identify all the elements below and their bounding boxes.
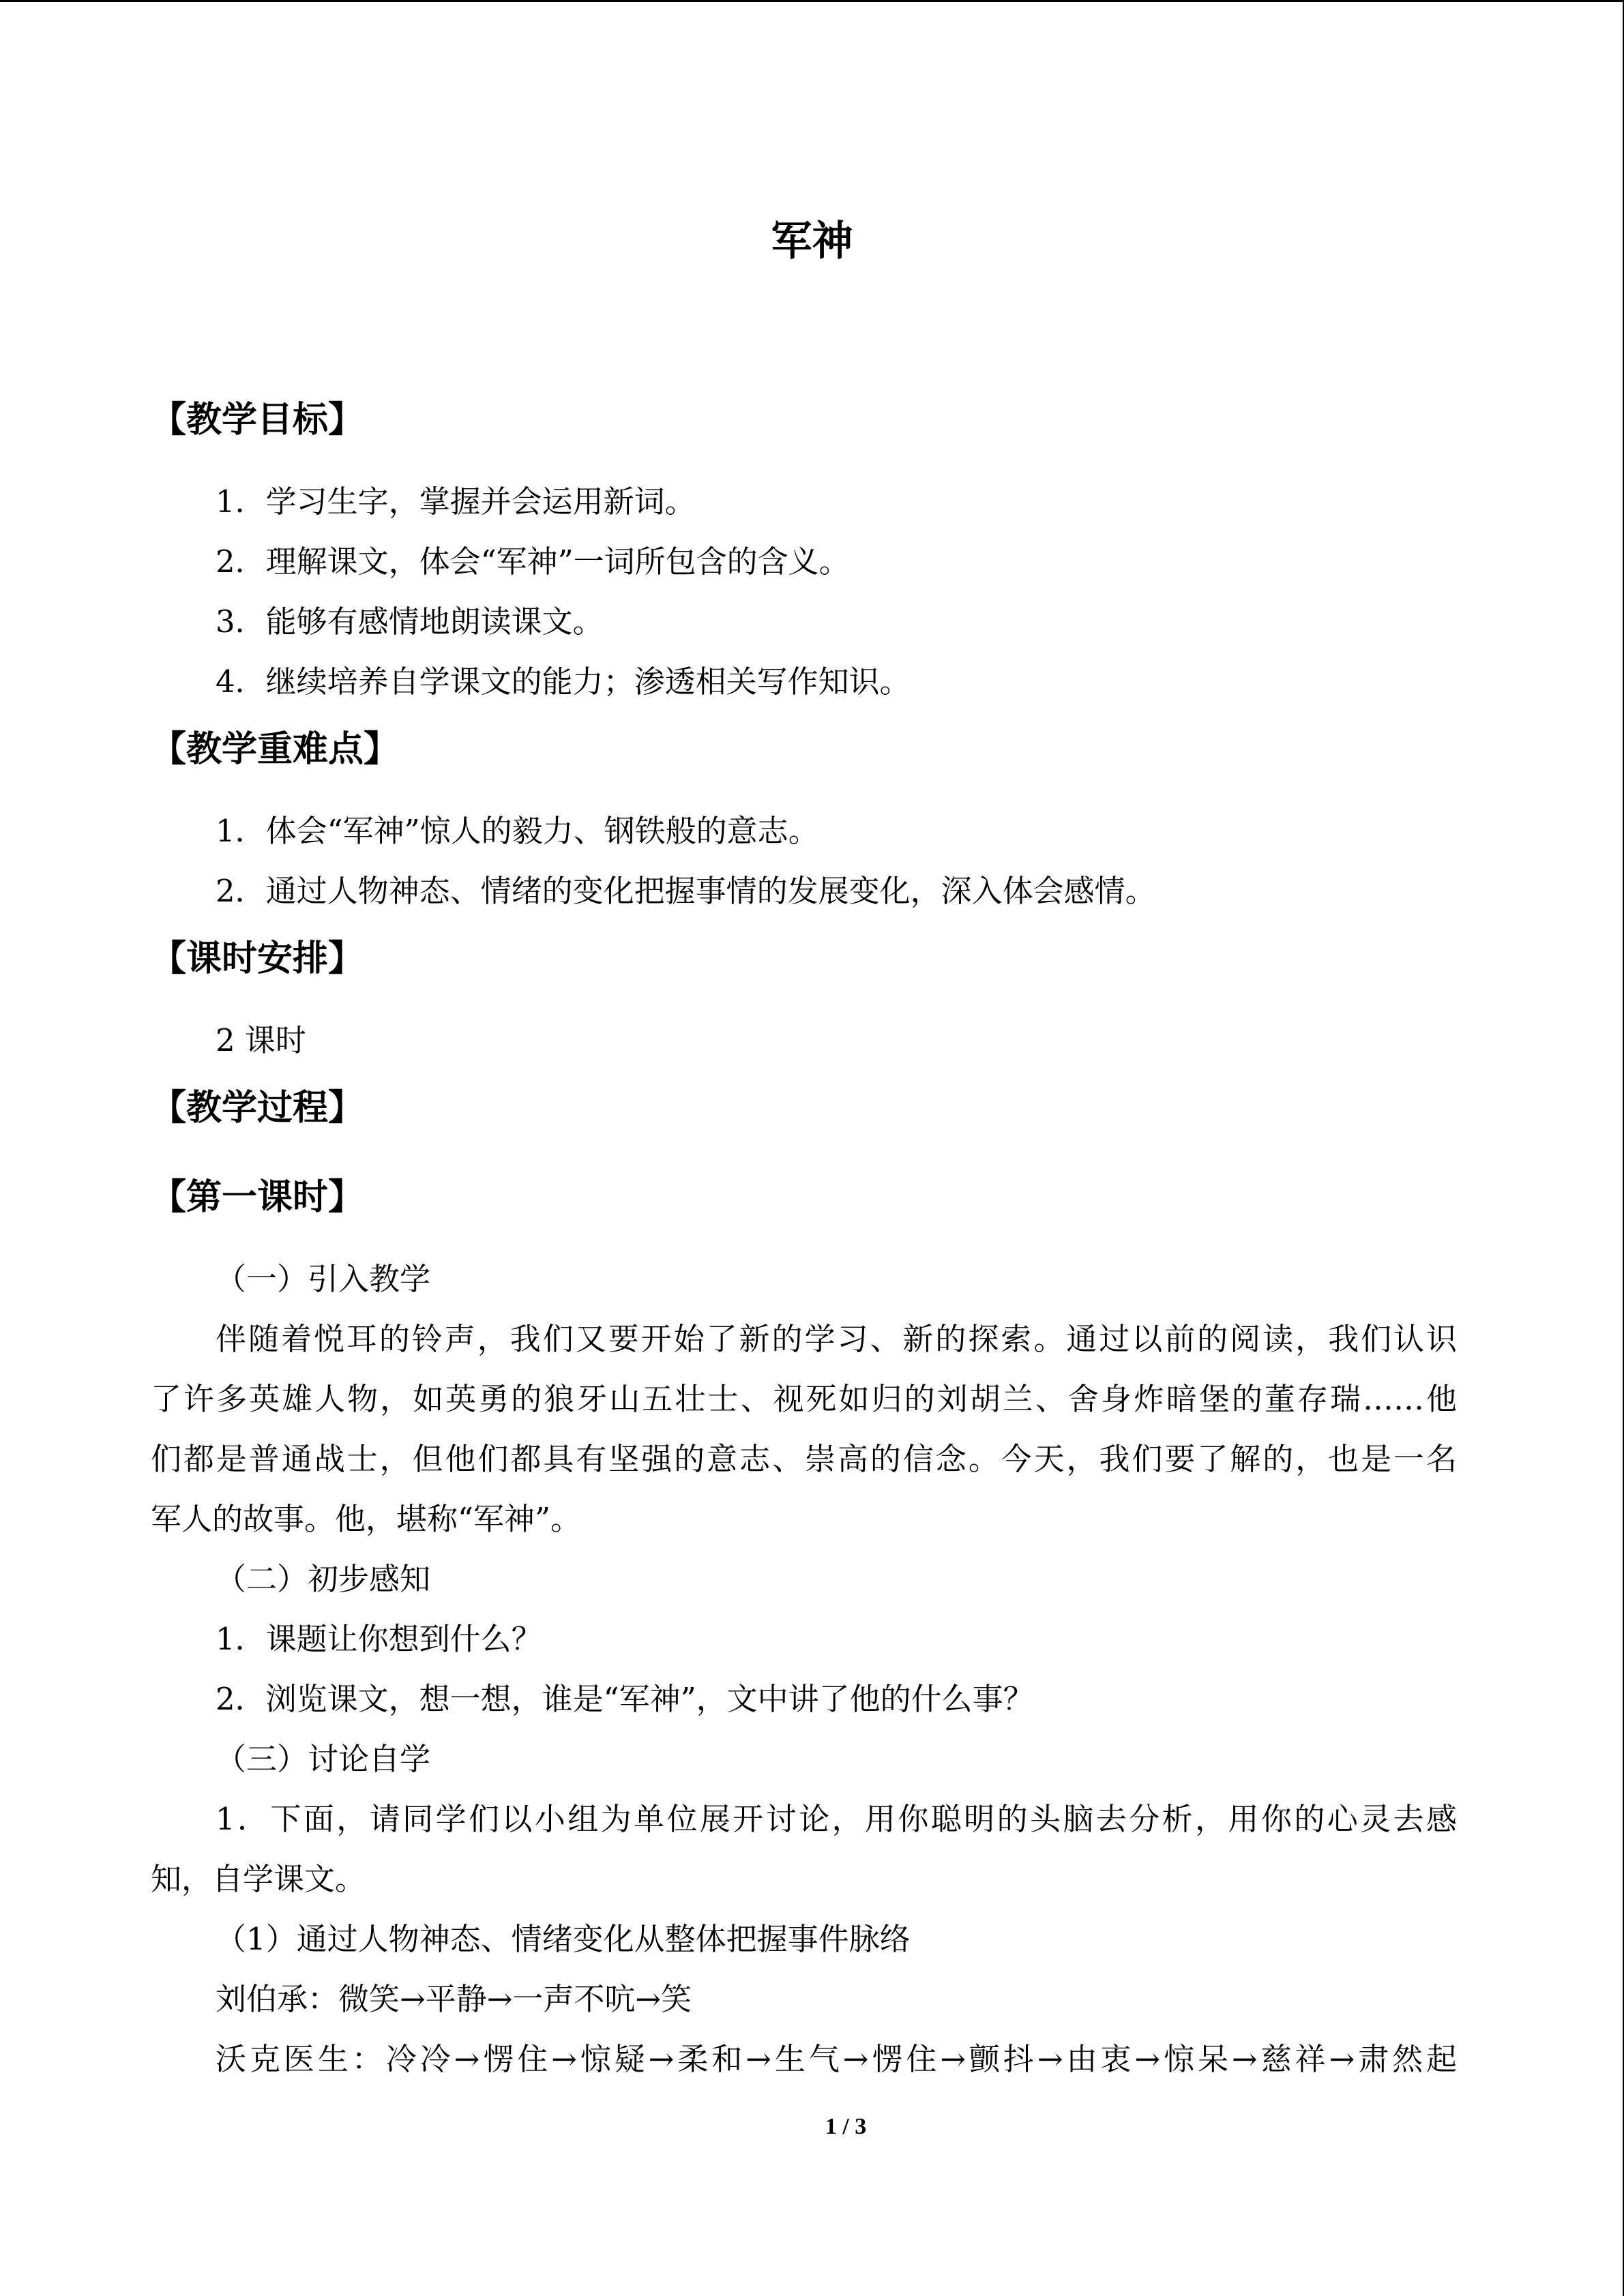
task-line: 知，自学课文。 <box>151 1861 366 1897</box>
objective-item: 1．学习生字，掌握并会运用新词。 <box>216 483 696 520</box>
page-number: 1 / 3 <box>825 2114 867 2139</box>
key-point-item: 2．通过人物神态、情绪的变化把握事情的发展变化，深入体会感情。 <box>216 873 1156 909</box>
step-label-self-study: （三）讨论自学 <box>216 1741 431 1777</box>
section-heading-process: 【教学过程】 <box>151 1088 364 1129</box>
task-line: 1．下面，请同学们以小组为单位展开讨论，用你聪明的头脑去分析，用你的心灵去感 <box>216 1801 1457 1837</box>
paragraph-line: 军人的故事。他，堪称“军神”。 <box>151 1501 582 1537</box>
schedule-text: 2 课时 <box>216 1022 306 1058</box>
paragraph-line: 了许多英雄人物，如英勇的狼牙山五壮士、视死如归的刘胡兰、舍身炸暗堡的董存瑞……他 <box>151 1381 1457 1417</box>
page-top-border <box>0 0 1624 2</box>
character-emotion-line: 刘伯承：微笑→平静→一声不吭→笑 <box>216 1981 692 2017</box>
section-heading-objectives: 【教学目标】 <box>151 400 364 441</box>
perception-item: 1．课题让你想到什么？ <box>216 1621 542 1657</box>
subtask-line: （1）通过人物神态、情绪变化从整体把握事件脉络 <box>216 1921 911 1957</box>
section-heading-lesson-one: 【第一课时】 <box>151 1177 364 1218</box>
paragraph-line: 们都是普通战士，但他们都具有坚强的意志、崇高的信念。今天，我们要了解的，也是一名 <box>151 1441 1457 1477</box>
document-title: 军神 <box>771 218 853 265</box>
objective-item: 2．理解课文，体会“军神”一词所包含的含义。 <box>216 543 850 580</box>
key-point-item: 1．体会“军神”惊人的毅力、钢铁般的意志。 <box>216 813 819 849</box>
objective-item: 4．继续培养自学课文的能力；渗透相关写作知识。 <box>216 664 911 700</box>
section-heading-schedule: 【课时安排】 <box>151 938 364 979</box>
objective-item: 3．能够有感情地朗读课文。 <box>216 603 604 640</box>
document-body <box>151 383 1457 2089</box>
paragraph-line: 伴随着悦耳的铃声，我们又要开始了新的学习、新的探索。通过以前的阅读，我们认识 <box>216 1321 1457 1357</box>
step-label-perception: （二）初步感知 <box>216 1561 431 1597</box>
step-label-intro: （一）引入教学 <box>216 1261 431 1297</box>
section-heading-key-points: 【教学重难点】 <box>151 729 400 770</box>
perception-item: 2．浏览课文，想一想，谁是“军神”，文中讲了他的什么事？ <box>216 1681 1034 1717</box>
character-emotion-line: 沃克医生：冷冷→愣住→惊疑→柔和→生气→愣住→颤抖→由衷→惊呆→慈祥→肃然起 <box>216 2041 1457 2077</box>
